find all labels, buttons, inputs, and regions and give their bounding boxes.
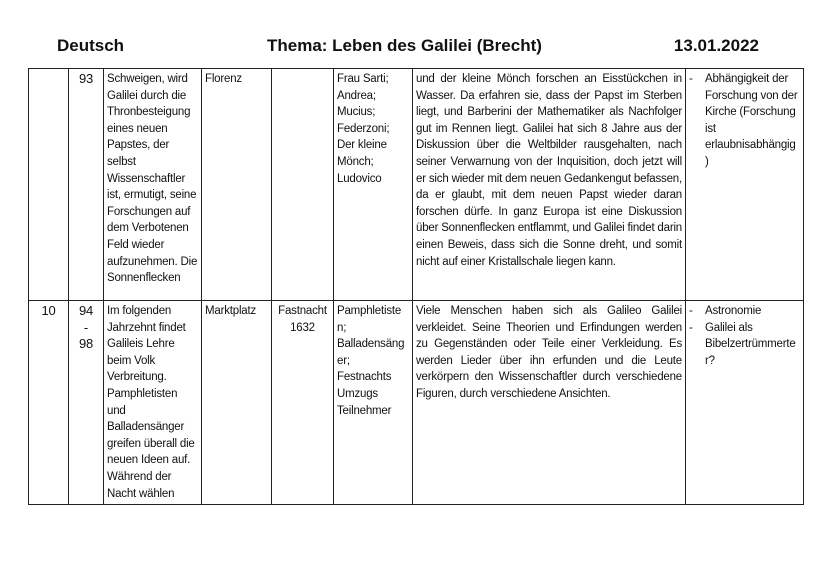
scene-table (28, 68, 804, 505)
page-header (57, 36, 759, 58)
scene-summary: Schweigen, wird Galilei durch die Thronbesteigung eines neuen Papstes, der selbst Wissenschaftler ist, ermutigt, seine Forschungen auf dem Verbotenen Feld wieder aufzunehmen. Die Sonnenflecken (104, 69, 202, 301)
aspect-dash: - (689, 321, 693, 334)
scene-number (29, 69, 69, 301)
aspect-text: Astronomie (705, 305, 762, 317)
scene-aspects (686, 69, 804, 301)
page-range-part: 94 (78, 303, 94, 318)
scene-time (272, 69, 334, 301)
table-row (29, 301, 804, 505)
page-range (69, 69, 104, 301)
scene-characters: Frau Sarti; Andrea; Mucius; Federzoni; Der kleine Mönch; Ludovico (334, 69, 413, 301)
page-range-part: 93 (78, 71, 94, 86)
scene-place: Florenz (202, 69, 272, 301)
aspect-text: Abhängigkeit der Forschung von der Kirche (Forschung ist erlaubnisabhängig ) (705, 73, 798, 168)
scene-place: Marktplatz (202, 301, 272, 505)
scene-content: Viele Menschen haben sich als Galileo Galilei verkleidet. Seine Theorien und Erfindungen werden zu Gegenständen oder Teile einer Verkleidung. Es werden Lieder über ihn erfunden und die Leute verkörpern den Wissenschaftler durch verschiedene Figuren, durch verschiedene Ansichten. (413, 301, 686, 505)
page-range-part: - (83, 319, 89, 335)
scene-characters: Pamphletiste n; Balladensäng er; Festnachts Umzugs Teilnehmer (334, 301, 413, 505)
header-date: 13.01.2022 (673, 36, 759, 55)
header-subject: Deutsch (57, 36, 125, 55)
aspect-item (689, 303, 800, 320)
scene-content: und der kleine Mönch forschen an Eisstückchen in Wasser. Da erfahren sie, dass der Papst im Sterben liegt, und Barberini der Mathematiker als Nachfolger gut im Rennen liegt. Galilei hat sich 8 Jahre aus der Diskussion über die Weltbilder rausgehalten, nach seiner Verwarnung von der Inquisition, doch jetzt will er sich wieder mit dem neuen Gedankengut befassen, da er glaubt, mit dem neuen Papst wieder daran forschen dürfe. In ganz Europa ist eine Diskussion über Sonnenflecken entflammt, und Galilei findet darin einen Beweis, dass sich die Sonne dreht, und somit nicht auf einer Kristallschale liegen kann. (413, 69, 686, 301)
scene-time: Fastnacht 1632 (272, 301, 334, 505)
aspect-dash: - (689, 73, 693, 85)
table-row (29, 69, 804, 301)
aspect-item (689, 71, 800, 171)
scene-aspects (686, 301, 804, 505)
aspect-item (689, 320, 800, 370)
aspect-text: Galilei als Bibelzertrümmerte r? (705, 321, 796, 367)
header-topic: Thema: Leben des Galilei (Brecht) (267, 36, 542, 55)
page-range-part: 98 (78, 336, 94, 352)
scene-number: 10 (29, 301, 69, 505)
aspect-dash: - (689, 305, 693, 317)
page-range (69, 301, 104, 505)
table-body (29, 69, 804, 505)
scene-summary: Im folgenden Jahrzehnt findet Galileis Lehre beim Volk Verbreitung. Pamphletisten und Balladensänger greifen überall die neuen Ideen auf. Während der Nacht wählen (104, 301, 202, 505)
